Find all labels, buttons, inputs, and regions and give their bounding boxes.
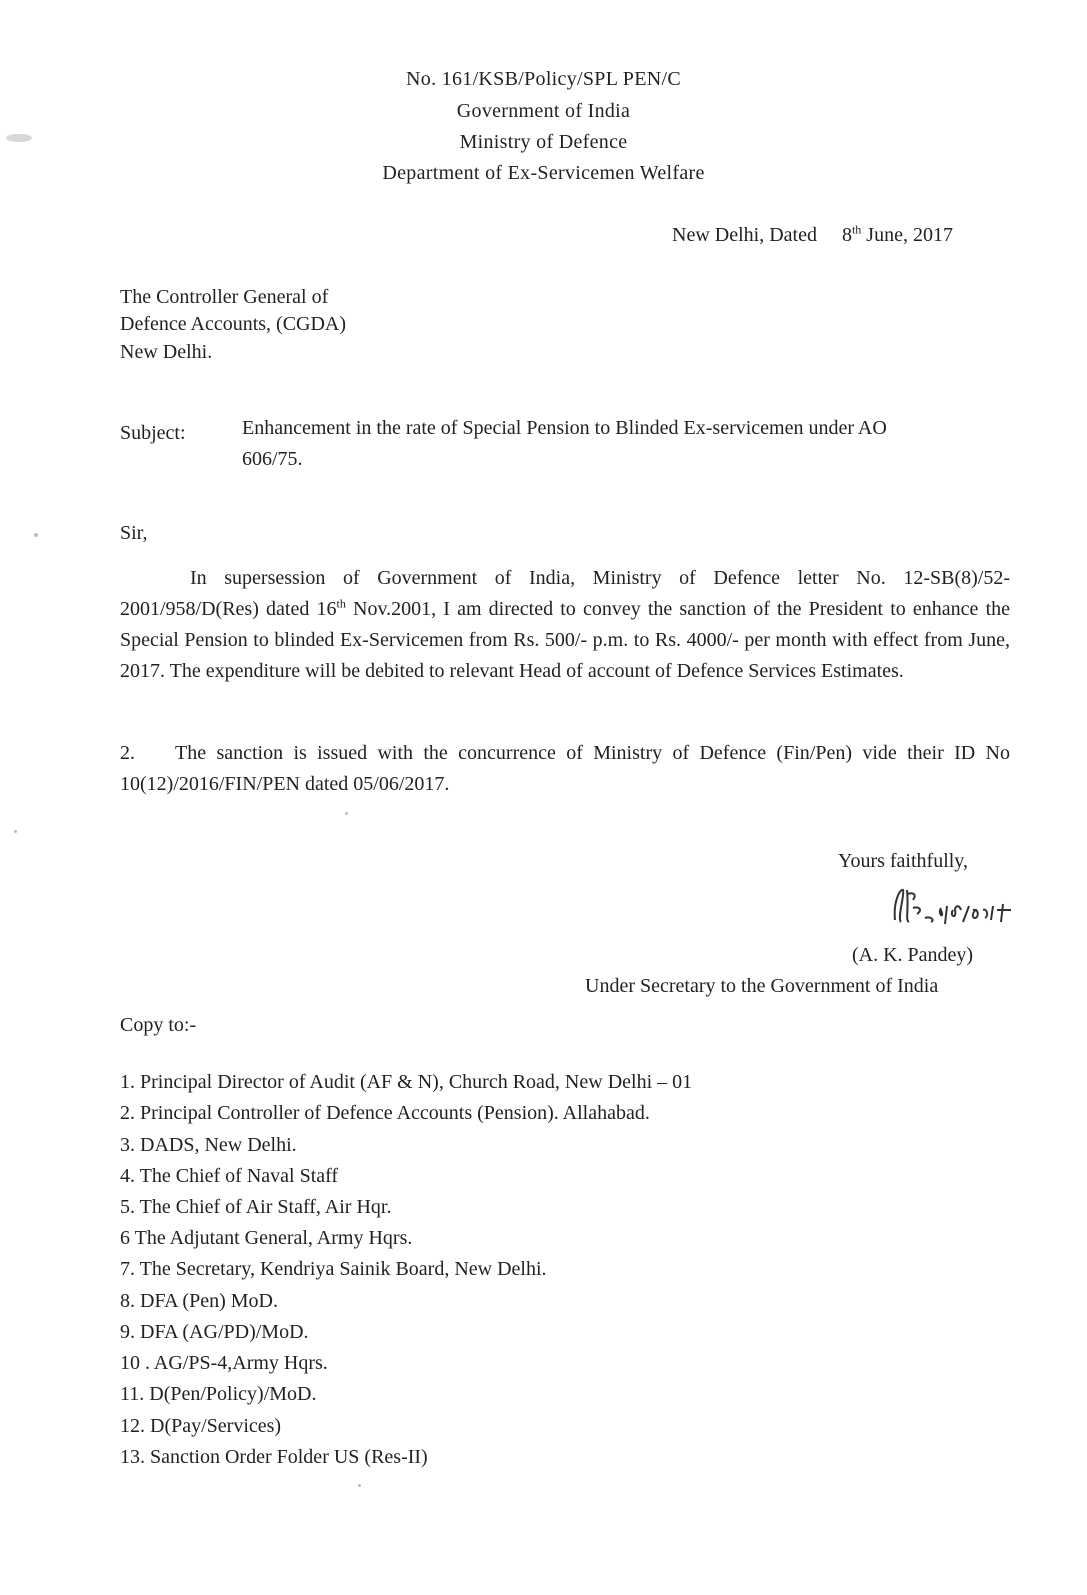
paragraph-1-sup: th bbox=[336, 596, 346, 611]
addressee-line3: New Delhi. bbox=[120, 341, 213, 363]
header-ministry: Ministry of Defence bbox=[459, 131, 628, 153]
scan-speck bbox=[6, 134, 32, 142]
date-day: 8 bbox=[841, 224, 852, 246]
date-day-suffix: th bbox=[851, 222, 862, 237]
copy-item: 13. Sanction Order Folder US (Res-II) bbox=[120, 1446, 428, 1468]
copy-item: 9. DFA (AG/PD)/MoD. bbox=[120, 1321, 309, 1343]
copy-item: 10 . AG/PS-4,Army Hqrs. bbox=[120, 1352, 328, 1374]
date-rest: June, 2017 bbox=[861, 224, 953, 246]
copy-item: 1. Principal Director of Audit (AF & N), Church Road, New Delhi – 01 bbox=[120, 1071, 693, 1093]
copy-item: 5. The Chief of Air Staff, Air Hqr. bbox=[120, 1196, 392, 1218]
subject-line2: 606/75. bbox=[242, 448, 303, 470]
copy-item: 4. The Chief of Naval Staff bbox=[120, 1165, 339, 1187]
signatory-name: (A. K. Pandey) bbox=[852, 944, 974, 966]
subject-label: Subject: bbox=[120, 422, 186, 444]
header-department: Department of Ex-Servicemen Welfare bbox=[382, 162, 705, 184]
paragraph-2 bbox=[120, 738, 1010, 800]
scan-speck bbox=[358, 1484, 361, 1487]
header-government: Government of India bbox=[456, 100, 631, 122]
paragraph-2-text: The sanction is issued with the concurrence of Ministry of Defence (Fin/Pen) vide their ID No 10(12)/2016/FIN/PEN dated 05/06/2017. bbox=[120, 742, 1010, 795]
signatory-designation: Under Secretary to the Government of India bbox=[585, 975, 939, 997]
copy-item: 7. The Secretary, Kendriya Sainik Board, New Delhi. bbox=[120, 1258, 547, 1280]
copy-item: 12. D(Pay/Services) bbox=[120, 1415, 282, 1437]
scan-speck bbox=[34, 533, 38, 537]
copy-item: 6 The Adjutant General, Army Hqrs. bbox=[120, 1227, 413, 1249]
copy-item: 8. DFA (Pen) MoD. bbox=[120, 1290, 278, 1312]
copy-item: 11. D(Pen/Policy)/MoD. bbox=[120, 1383, 317, 1405]
yours-faithfully: Yours faithfully, bbox=[838, 850, 969, 872]
paragraph-1-part2: Nov.2001, I am directed to convey the sanction of the President to enhance the Special Pension to blinded Ex-Servicemen from Rs. 500/- p.m. to Rs. 4000/- per month with effect from June, 2017. The expenditure will be debited to relevant Head of account of Defence Services Estimates. bbox=[120, 598, 1011, 682]
paragraph-1 bbox=[120, 563, 1010, 687]
copy-item: 3. DADS, New Delhi. bbox=[120, 1134, 297, 1156]
scan-speck bbox=[345, 812, 348, 815]
signature bbox=[883, 880, 1043, 950]
addressee-line1: The Controller General of bbox=[120, 286, 329, 308]
addressee-line2: Defence Accounts, (CGDA) bbox=[120, 313, 347, 335]
date-line bbox=[672, 224, 953, 247]
subject-line1: Enhancement in the rate of Special Pension to Blinded Ex-servicemen under AO bbox=[242, 417, 887, 439]
scan-speck bbox=[14, 830, 17, 833]
reference-number: No. 161/KSB/Policy/SPL PEN/C bbox=[406, 68, 681, 90]
date-place: New Delhi, Dated bbox=[672, 224, 817, 246]
salutation: Sir, bbox=[120, 522, 148, 544]
copy-to-label: Copy to:- bbox=[120, 1014, 197, 1036]
paragraph-2-number: 2. bbox=[120, 742, 135, 764]
paragraph-1-part1: In supersession of Government of India, Ministry of Defence letter No. 12-SB(8)/52-2001/958/D(Res) dated 16 bbox=[120, 567, 1010, 620]
copy-item: 2. Principal Controller of Defence Accounts (Pension). Allahabad. bbox=[120, 1102, 650, 1124]
